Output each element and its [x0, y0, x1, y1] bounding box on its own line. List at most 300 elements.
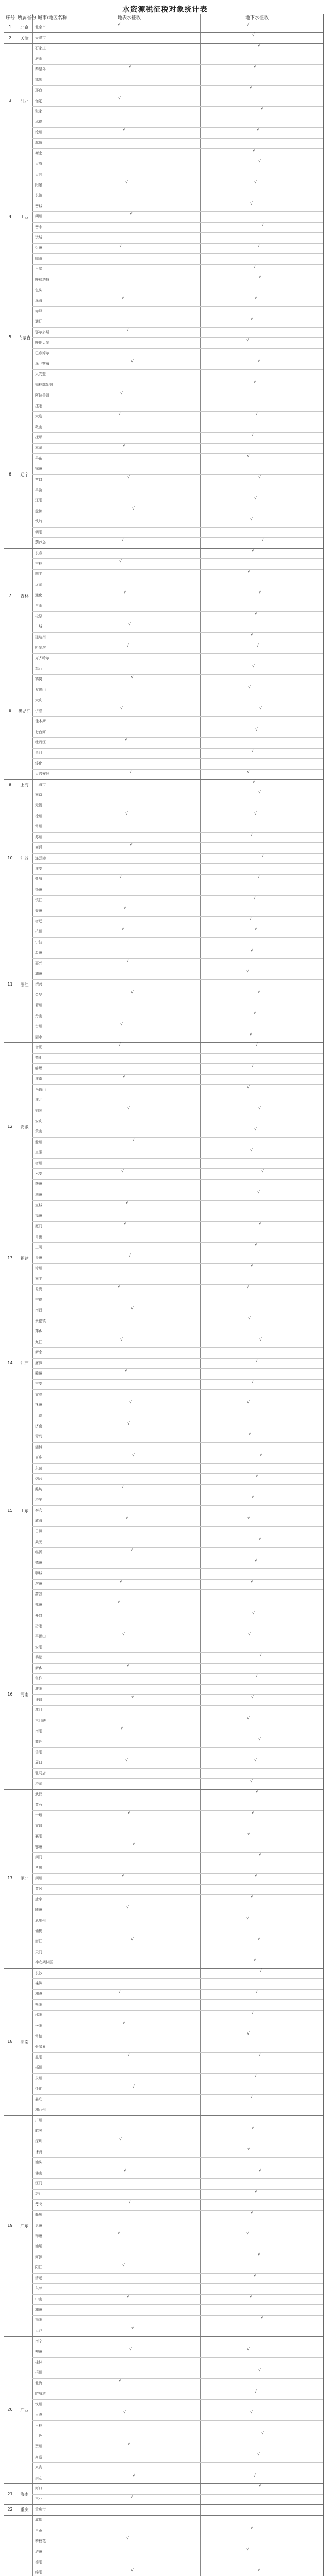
city-cell: 孝感	[35, 1866, 42, 1870]
row-divider	[32, 1547, 323, 1548]
city-cell: 襄阳	[35, 1834, 42, 1839]
city-cell: 铜陵	[35, 1108, 42, 1113]
city-cell: 宁德	[35, 1298, 42, 1302]
city-cell: 天津市	[35, 36, 46, 40]
groundwater-check: √	[261, 2431, 265, 2436]
row-divider	[32, 863, 323, 864]
groundwater-check: √	[258, 790, 261, 795]
city-cell: 恩施州	[35, 1918, 46, 1923]
city-cell: 汕尾	[35, 2244, 42, 2249]
city-cell: 防城港	[35, 2392, 46, 2396]
groundwater-check: √	[254, 811, 257, 816]
groundwater-check: √	[261, 537, 265, 543]
group-province: 广东	[20, 2224, 29, 2229]
row-divider	[32, 1768, 323, 1769]
row-divider	[32, 1673, 323, 1674]
groundwater-check: √	[258, 2252, 261, 2257]
row-divider	[32, 306, 323, 307]
groundwater-check: √	[258, 474, 261, 479]
city-cell: 河池	[35, 2454, 42, 2459]
groundwater-check: √	[258, 2367, 261, 2372]
group-number: 17	[7, 1876, 13, 1881]
groundwater-check: √	[252, 1610, 255, 1615]
group-number: 21	[7, 2491, 13, 2496]
groundwater-check: √	[252, 1810, 255, 1815]
surface-water-check: √	[120, 1579, 123, 1584]
city-cell: 烟台	[35, 1477, 42, 1481]
groundwater-check: √	[257, 1190, 260, 1195]
groundwater-check: √	[255, 1042, 258, 1047]
city-cell: 娄底	[35, 2097, 42, 2102]
group-province: 河北	[20, 99, 29, 104]
surface-water-check: √	[129, 64, 132, 69]
city-cell: 淮安	[35, 866, 42, 871]
city-cell: 沧州	[35, 130, 42, 134]
row-divider	[32, 148, 323, 149]
city-cell: 驻马店	[35, 1771, 46, 1775]
city-cell: 镇江	[35, 898, 42, 903]
groundwater-check: √	[251, 432, 254, 437]
groundwater-check: √	[251, 1379, 254, 1384]
city-cell: 贺州	[35, 2444, 42, 2449]
city-cell: 阿拉善盟	[35, 393, 50, 398]
row-divider	[32, 2010, 323, 2011]
city-cell: 绥化	[35, 761, 42, 766]
surface-water-check: √	[121, 537, 124, 543]
surface-water-check: √	[126, 327, 129, 332]
city-cell: 随州	[35, 1908, 42, 1912]
groundwater-check: √	[259, 706, 262, 711]
groundwater-check: √	[255, 1358, 258, 1363]
group-divider	[4, 1042, 323, 1043]
city-cell: 佛山	[35, 2171, 42, 2175]
surface-water-check: √	[125, 1368, 128, 1374]
city-cell: 舟山	[35, 1013, 42, 1018]
city-cell: 鹰潭	[35, 1361, 42, 1365]
city-cell: 新余	[35, 1350, 42, 1355]
city-cell: 宿迁	[35, 919, 42, 924]
groundwater-check: √	[257, 243, 260, 248]
groundwater-check: √	[258, 159, 261, 164]
group-province: 内蒙古	[18, 335, 31, 341]
surface-water-check: √	[124, 2167, 127, 2173]
group-province: 山西	[20, 214, 29, 219]
surface-water-check: √	[121, 1484, 124, 1489]
city-cell: 东莞	[35, 2286, 42, 2291]
groundwater-check: √	[250, 85, 253, 90]
city-cell: 韶关	[35, 2128, 42, 2133]
groundwater-check: √	[253, 264, 256, 269]
city-cell: 信阳	[35, 1750, 42, 1754]
group-province: 福建	[20, 1256, 29, 1261]
city-cell: 晋中	[35, 225, 42, 229]
group-number: 19	[7, 2223, 13, 2228]
group-divider	[4, 2504, 323, 2505]
groundwater-check: √	[247, 2031, 250, 2036]
row-divider	[32, 2494, 323, 2495]
row-divider	[32, 1884, 323, 1885]
city-cell: 长沙	[35, 1971, 42, 1975]
city-cell: 泰州	[35, 908, 42, 913]
group-province: 上海	[20, 783, 29, 788]
row-divider	[32, 1589, 323, 1590]
groundwater-check: √	[253, 148, 256, 153]
row-divider	[32, 2189, 323, 2190]
groundwater-check: √	[254, 2273, 257, 2278]
row-divider	[32, 453, 323, 454]
row-divider	[32, 1200, 323, 1201]
surface-water-check: √	[120, 706, 123, 711]
city-cell: 永州	[35, 2076, 42, 2080]
row-divider	[32, 1063, 323, 1064]
groundwater-check: √	[246, 1915, 250, 1920]
city-cell: 宜春	[35, 1392, 42, 1397]
row-divider	[32, 1379, 323, 1380]
groundwater-check: √	[261, 1168, 265, 1174]
city-cell: 商丘	[35, 1739, 42, 1744]
groundwater-check: √	[259, 1652, 262, 1657]
groundwater-check: √	[248, 569, 251, 574]
row-divider	[32, 2378, 323, 2379]
city-cell: 神农架林区	[35, 1960, 53, 1965]
groundwater-check: √	[249, 1431, 252, 1436]
city-cell: 徐州	[35, 814, 42, 818]
row-divider	[32, 138, 323, 139]
city-cell: 通化	[35, 593, 42, 598]
surface-water-check: √	[132, 506, 135, 511]
city-cell: 佳木斯	[35, 719, 46, 724]
surface-water-check: √	[131, 674, 134, 679]
row-divider	[32, 1663, 323, 1664]
groundwater-check: √	[254, 380, 257, 385]
groundwater-check: √	[247, 769, 250, 774]
city-cell: 贵港	[35, 2413, 42, 2417]
surface-water-check: √	[119, 2378, 122, 2383]
row-divider	[32, 2357, 323, 2358]
city-cell: 淄博	[35, 1445, 42, 1449]
row-divider	[32, 1179, 323, 1180]
city-cell: 白城	[35, 624, 42, 629]
city-cell: 宿州	[35, 1161, 42, 1165]
city-cell: 绵阳	[35, 2570, 42, 2575]
city-cell: 本溪	[35, 446, 42, 450]
row-divider	[32, 127, 323, 128]
city-cell: 漯河	[35, 1708, 42, 1713]
city-cell: 开封	[35, 1613, 42, 1618]
city-cell: 包头	[35, 288, 42, 293]
row-divider	[32, 1694, 323, 1695]
group-province: 辽宁	[20, 472, 29, 477]
row-divider	[32, 1442, 323, 1443]
row-divider	[32, 443, 323, 444]
row-divider	[32, 1463, 323, 1464]
city-cell: 云浮	[35, 2328, 42, 2333]
row-divider	[32, 1263, 323, 1264]
surface-water-check: √	[132, 2083, 135, 2089]
groundwater-check: √	[246, 2231, 250, 2236]
city-cell: 周口	[35, 1760, 42, 1765]
groundwater-check: √	[259, 1336, 262, 1342]
city-cell: 安阳	[35, 1645, 42, 1649]
groundwater-check: √	[250, 1147, 253, 1153]
surface-water-check: √	[118, 2231, 121, 2236]
row-divider	[32, 758, 323, 759]
city-cell: 呼和浩特	[35, 277, 50, 282]
groundwater-check: √	[253, 895, 256, 900]
city-cell: 无锡	[35, 803, 42, 808]
city-cell: 武汉	[35, 1792, 42, 1797]
row-divider	[32, 253, 323, 254]
row-divider	[32, 2462, 323, 2463]
row-divider	[32, 1778, 323, 1779]
row-divider	[32, 2157, 323, 2158]
city-cell: 葫芦岛	[35, 540, 46, 545]
groundwater-check: √	[254, 495, 257, 500]
row-divider	[32, 1368, 323, 1369]
row-divider	[32, 1652, 323, 1653]
city-cell: 吉安	[35, 1382, 42, 1386]
surface-water-check: √	[133, 2472, 136, 2478]
row-divider	[32, 958, 323, 959]
row-divider	[32, 874, 323, 875]
city-cell: 威海	[35, 1518, 42, 1523]
city-cell: 长治	[35, 193, 42, 198]
group-province: 山东	[20, 1508, 29, 1513]
city-cell: 咸宁	[35, 1897, 42, 1902]
city-cell: 金华	[35, 992, 42, 997]
city-cell: 辽源	[35, 582, 42, 587]
city-cell: 丽水	[35, 1035, 42, 1039]
city-cell: 淮北	[35, 1098, 42, 1103]
row-divider	[32, 411, 323, 412]
city-cell: 巴彦淖尔	[35, 351, 50, 355]
city-cell: 怀化	[35, 2087, 42, 2091]
city-cell: 蚌埠	[35, 1066, 42, 1071]
city-cell: 滨州	[35, 1582, 42, 1586]
row-divider	[32, 1074, 323, 1075]
city-cell: 通辽	[35, 319, 42, 324]
surface-water-check: √	[122, 295, 125, 300]
groundwater-check: √	[251, 316, 254, 321]
row-divider	[32, 1242, 323, 1243]
row-divider	[32, 1137, 323, 1138]
group-number: 12	[7, 1124, 13, 1129]
group-province: 天津	[20, 36, 29, 41]
city-cell: 河源	[35, 2255, 42, 2259]
groundwater-check: √	[250, 832, 253, 837]
city-cell: 宁波	[35, 940, 42, 944]
row-divider	[32, 537, 323, 538]
surface-water-check: √	[123, 1074, 126, 1079]
group-number: 15	[7, 1507, 13, 1513]
city-cell: 北京市	[35, 25, 46, 29]
groundwater-check: √	[246, 22, 250, 27]
row-divider	[32, 842, 323, 843]
row-divider	[32, 937, 323, 938]
groundwater-check: √	[258, 2567, 261, 2572]
city-cell: 新乡	[35, 1666, 42, 1670]
row-divider	[32, 2399, 323, 2400]
surface-water-check: √	[128, 2199, 131, 2205]
city-cell: 淮南	[35, 1077, 42, 1081]
group-province: 黑龙江	[18, 709, 31, 714]
row-divider	[32, 2073, 323, 2074]
surface-water-check: √	[130, 2494, 134, 2499]
city-cell: 龙岩	[35, 1287, 42, 1292]
row-divider	[32, 222, 323, 223]
city-cell: 锦州	[35, 467, 42, 471]
city-cell: 忻州	[35, 246, 42, 250]
header-surface-water: 地表水征收	[118, 15, 141, 21]
groundwater-check: √	[255, 411, 258, 416]
surface-water-check: √	[125, 811, 128, 816]
row-divider	[32, 1894, 323, 1895]
groundwater-check: √	[250, 201, 253, 206]
group-province: 广西	[20, 2408, 29, 2413]
row-divider	[32, 832, 323, 833]
city-cell: 阳泉	[35, 182, 42, 187]
city-cell: 连云港	[35, 856, 46, 860]
row-divider	[32, 853, 323, 854]
group-province: 河南	[20, 1692, 29, 1698]
city-cell: 黄山	[35, 1129, 42, 1134]
city-cell: 嘉兴	[35, 961, 42, 965]
group-divider	[4, 779, 323, 780]
row-divider	[32, 1684, 323, 1685]
groundwater-check: √	[248, 1516, 251, 1521]
city-cell: 沈阳	[35, 403, 42, 408]
city-cell: 聊城	[35, 1571, 42, 1575]
surface-water-check: √	[124, 905, 127, 910]
city-cell: 三明	[35, 1245, 42, 1249]
city-cell: 赣州	[35, 1371, 42, 1376]
group-number: 20	[7, 2407, 13, 2412]
groundwater-check: √	[248, 1316, 251, 1321]
surface-water-check: √	[128, 2441, 131, 2446]
city-cell: 福州	[35, 1213, 42, 1218]
group-divider	[4, 2515, 323, 2516]
groundwater-check: √	[247, 1715, 250, 1720]
row-divider	[32, 1568, 323, 1569]
groundwater-check: √	[248, 685, 251, 690]
city-cell: 延边州	[35, 635, 46, 639]
row-divider	[32, 432, 323, 433]
city-cell: 阜新	[35, 488, 42, 492]
city-cell: 深圳	[35, 2139, 42, 2144]
city-cell: 枣庄	[35, 1455, 42, 1460]
city-cell: 台州	[35, 1024, 42, 1029]
surface-water-check: √	[118, 95, 121, 100]
groundwater-check: √	[251, 1894, 254, 1900]
city-cell: 杭州	[35, 929, 42, 934]
city-cell: 湖州	[35, 972, 42, 976]
city-cell: 潜江	[35, 1939, 42, 1944]
row-divider	[32, 1168, 323, 1169]
city-cell: 惠州	[35, 2223, 42, 2228]
city-cell: 益阳	[35, 2055, 42, 2059]
row-divider	[32, 1484, 323, 1485]
city-cell: 南通	[35, 845, 42, 850]
city-cell: 泉州	[35, 1256, 42, 1260]
row-divider	[32, 243, 323, 244]
row-divider	[32, 1505, 323, 1506]
surface-water-check: √	[126, 1905, 129, 1910]
city-cell: 景德镇	[35, 1318, 46, 1323]
surface-water-check: √	[129, 1400, 133, 1405]
city-cell: 抚州	[35, 1403, 42, 1408]
row-divider	[32, 2094, 323, 2095]
group-divider	[4, 32, 323, 33]
row-divider	[32, 1158, 323, 1159]
city-cell: 牡丹江	[35, 740, 46, 744]
groundwater-check: √	[259, 1968, 262, 1973]
row-divider	[32, 1358, 323, 1359]
surface-water-check: √	[131, 1694, 135, 1700]
surface-water-check: √	[122, 926, 125, 931]
city-cell: 乌兰察布	[35, 362, 50, 366]
surface-water-check: √	[125, 737, 128, 742]
groundwater-check: √	[258, 990, 261, 995]
city-cell: 衢州	[35, 1003, 42, 1008]
city-cell: 滁州	[35, 1140, 42, 1144]
groundwater-check: √	[254, 2388, 257, 2394]
group-number: 16	[7, 1692, 13, 1697]
groundwater-check: √	[253, 2472, 256, 2478]
surface-water-check: √	[123, 2410, 126, 2415]
city-cell: 济南	[35, 1424, 42, 1429]
group-number: 13	[7, 1255, 13, 1260]
row-divider	[32, 674, 323, 675]
group-number: 22	[7, 2507, 13, 2512]
surface-water-check: √	[126, 2536, 129, 2541]
groundwater-check: √	[251, 1694, 254, 1700]
surface-water-check: √	[128, 1252, 131, 1258]
groundwater-check: √	[261, 2315, 264, 2320]
city-cell: 南阳	[35, 1729, 42, 1734]
city-cell: 崇左	[35, 2476, 42, 2480]
row-divider	[32, 1852, 323, 1853]
group-number: 2	[8, 35, 12, 40]
groundwater-check: √	[258, 359, 261, 364]
row-divider	[32, 348, 323, 349]
city-cell: 锡林郭勒盟	[35, 382, 53, 387]
city-cell: 珠海	[35, 2149, 42, 2154]
row-divider	[32, 1221, 323, 1222]
city-cell: 许昌	[35, 1697, 42, 1702]
city-cell: 萍乡	[35, 1329, 42, 1334]
row-divider	[32, 327, 323, 328]
group-number: 18	[7, 2039, 13, 2044]
city-cell: 三门峡	[35, 1718, 46, 1723]
groundwater-check: √	[250, 1031, 253, 1037]
surface-water-check: √	[127, 1421, 130, 1426]
group-number: 3	[8, 98, 12, 104]
groundwater-check: √	[254, 1011, 257, 1016]
row-divider	[32, 1999, 323, 2000]
row-divider	[32, 916, 323, 917]
city-cell: 北海	[35, 2381, 42, 2385]
city-cell: 双鸭山	[35, 687, 46, 692]
surface-water-check: √	[129, 769, 133, 774]
group-province: 江西	[20, 1361, 29, 1366]
row-divider	[32, 369, 323, 370]
surface-water-check: √	[131, 359, 134, 364]
group-divider	[4, 2115, 323, 2116]
group-number: 6	[8, 471, 12, 477]
group-number: 11	[7, 982, 13, 987]
row-divider	[32, 1978, 323, 1979]
city-cell: 运城	[35, 235, 42, 240]
